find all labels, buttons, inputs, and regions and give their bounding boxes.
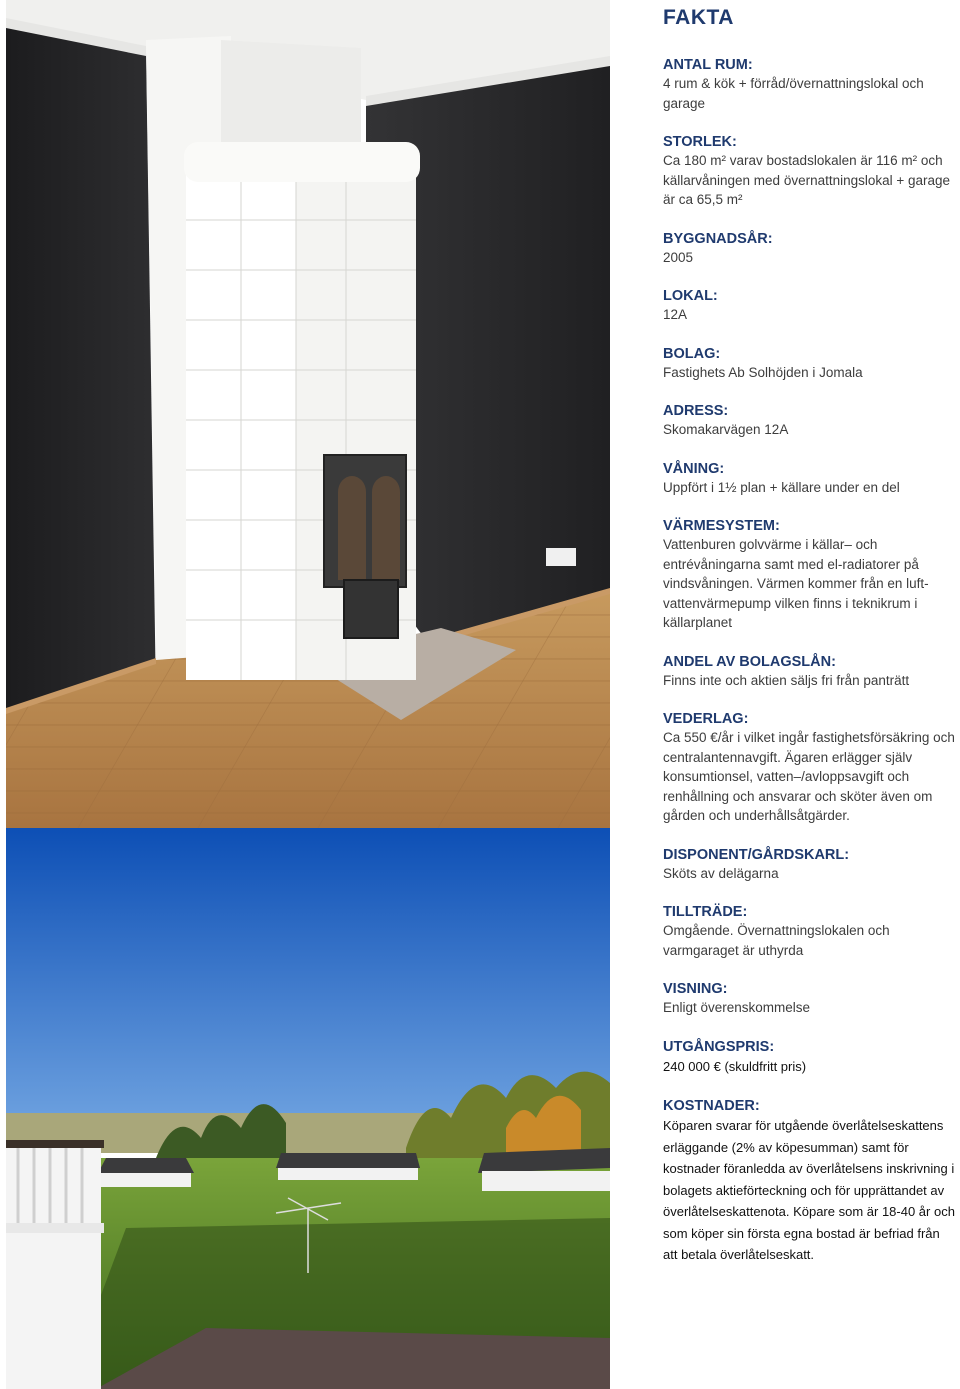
fact-value: Enligt överenskommelse <box>663 1000 811 1015</box>
fact-label: VÄRMESYSTEM: <box>663 518 780 534</box>
fact-value: Ca 180 m² varav bostadslokalen är 116 m² och källarvåningen med övernattningslokal + garage är ca 65,5 m² <box>663 153 951 207</box>
fact-kostnader <box>663 1097 955 1266</box>
fact-bolag <box>663 345 955 383</box>
fact-value: Ca 550 €/år i vilket ingår fastighetsförsäkring och centralantennavgift. Ägaren erlägger själv konsumtionsel, vatten–/avloppsavgift och renhållning och ansvarar och sköter även om gården och underhållsåtgärder. <box>663 730 955 823</box>
fact-value: 2005 <box>663 249 694 265</box>
fact-tilltrade <box>663 903 955 960</box>
fact-label: KOSTNADER: <box>663 1098 760 1114</box>
fact-lokal <box>663 287 955 325</box>
fact-vederlag <box>663 710 955 826</box>
fact-utgangspris <box>663 1038 955 1078</box>
fact-value: Köparen svarar för utgående överlåtelseskattens erläggande (2% av köpesumman) samt för kostnader föranledda av överlåtelsens inskrivning i bolagets aktieförteckning och för upprättandet av överlåtelseskattenota. Köpare som är 18-40 år och som köper sin första egna bostad är befriad från att betala överlåtelseskatt. <box>663 1118 955 1262</box>
fact-label: BYGGNADSÅR: <box>663 230 773 247</box>
fact-andel-av-bolagslan <box>663 653 955 691</box>
fact-label: ADRESS: <box>663 403 729 419</box>
fact-storlek <box>663 133 955 210</box>
garden-photo <box>6 828 610 1389</box>
tiled-stove-image <box>6 0 610 828</box>
fact-value: Skomakarvägen 12A <box>663 422 789 437</box>
fact-label: DISPONENT/GÅRDSKARL: <box>663 846 850 863</box>
fact-label: VEDERLAG: <box>663 711 749 727</box>
fact-label: ANDEL AV BOLAGSLÅN: <box>663 653 836 670</box>
fact-heading: FAKTA <box>663 6 734 29</box>
fact-label: ANTAL RUM: <box>663 57 753 73</box>
fact-value: 12A <box>663 307 688 322</box>
fact-value: Sköts av delägarna <box>663 865 779 881</box>
fact-label: VÅNING: <box>663 460 725 477</box>
fact-vaning <box>663 460 955 498</box>
garden-view-image <box>6 828 610 1389</box>
fact-disponent <box>663 846 955 884</box>
fact-label: UTGÅNGSPRIS: <box>663 1038 775 1055</box>
fact-visning <box>663 980 955 1018</box>
fact-label: VISNING: <box>663 981 728 997</box>
fact-label: BOLAG: <box>663 345 721 362</box>
fact-label: STORLEK: <box>663 134 737 150</box>
fact-value: Uppfört i 1½ plan + källare under en del <box>663 479 900 495</box>
fact-antal-rum <box>663 56 955 113</box>
fact-value: Vattenburen golvvärme i källar– och entrévåningarna samt med el-radiatorer på vindsvåningen. Värmen kommer från en luft-vattenvärmepump vilken finns i teknikrum i källarplanet <box>663 537 929 630</box>
fact-varmesystem <box>663 517 955 633</box>
fact-value: Fastighets Ab Solhöjden i Jomala <box>663 364 863 380</box>
fact-label: TILLTRÄDE: <box>663 904 748 920</box>
fact-value: 240 000 € (skuldfritt pris) <box>663 1058 807 1074</box>
fact-value: Omgående. Övernattningslokalen och varmgaraget är uthyrda <box>663 923 890 958</box>
fact-adress <box>663 402 955 440</box>
room-photo <box>6 0 610 828</box>
fact-sheet <box>663 4 955 1286</box>
fact-value: Finns inte och aktien säljs fri från panträtt <box>663 672 910 688</box>
fact-value: 4 rum & kök + förråd/övernattningslokal och garage <box>663 76 924 111</box>
fact-label: LOKAL: <box>663 288 718 304</box>
fact-byggnadsar <box>663 230 955 268</box>
